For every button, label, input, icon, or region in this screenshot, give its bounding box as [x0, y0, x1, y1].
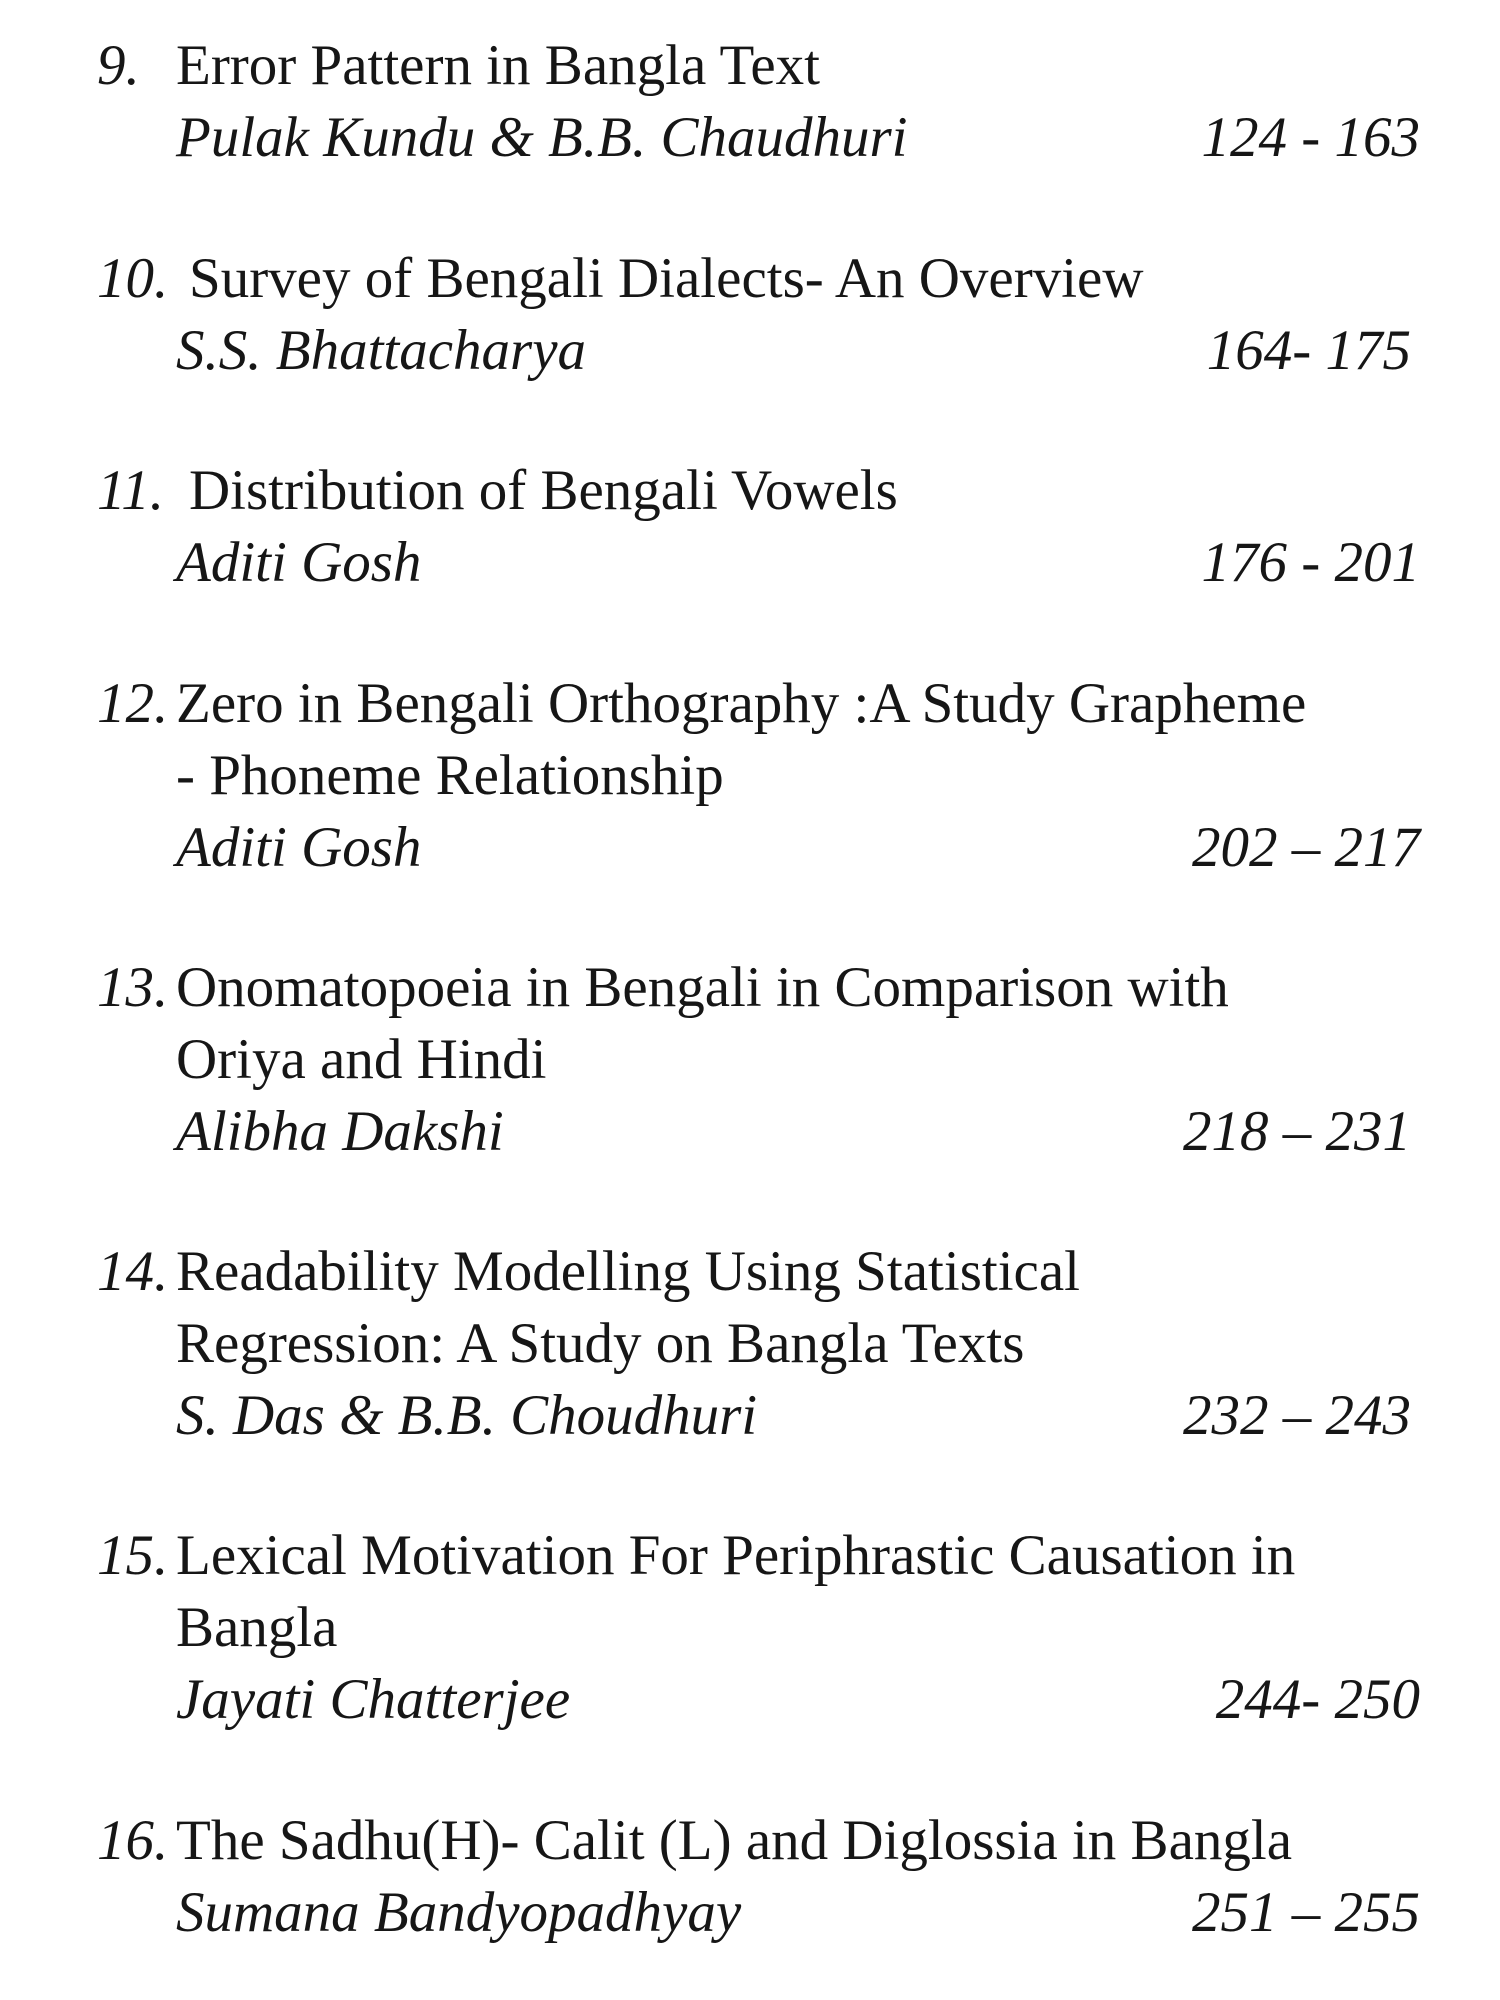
entry-title-continued: Regression: A Study on Bangla Texts — [176, 1312, 1025, 1375]
entry-title-continued: - Phoneme Relationship — [176, 744, 724, 807]
entry-title: Distribution of Bengali Vowels — [189, 459, 898, 522]
entry-title-line — [0, 455, 1500, 527]
entry-author-line — [0, 1877, 1500, 1949]
entry-pages: 176 - 201 — [1201, 531, 1420, 594]
entry-author: S. Das & B.B. Choudhuri — [176, 1384, 758, 1447]
entry-title-line — [0, 243, 1500, 315]
entry-author-line — [0, 1096, 1500, 1168]
entry-author-line — [0, 102, 1500, 174]
entry-title: Error Pattern in Bangla Text — [176, 34, 820, 97]
entry-number: 13. — [97, 956, 169, 1019]
entry-pages: 202 – 217 — [1192, 816, 1420, 879]
entry-title-line — [0, 952, 1500, 1024]
entry-title-line — [0, 1520, 1500, 1592]
entry-title-line — [0, 668, 1500, 740]
entry-number: 14. — [97, 1240, 169, 1303]
entry-author: Alibha Dakshi — [176, 1100, 504, 1163]
entry-author-line — [0, 1664, 1500, 1736]
entry-title-line — [0, 1592, 1500, 1664]
entry-author: Aditi Gosh — [176, 816, 422, 879]
entry-number: 11. — [97, 459, 165, 522]
entry-title-line — [0, 1805, 1500, 1877]
entry-title: Survey of Bengali Dialects- An Overview — [189, 247, 1144, 310]
entry-number: 9. — [97, 34, 140, 97]
entry-title-line — [0, 1024, 1500, 1096]
entry-author-line — [0, 812, 1500, 884]
entry-number: 16. — [97, 1809, 169, 1872]
entry-author: Jayati Chatterjee — [176, 1668, 571, 1731]
entry-author: Sumana Bandyopadhyay — [176, 1881, 742, 1944]
entry-title: Zero in Bengali Orthography :A Study Grapheme — [176, 672, 1307, 735]
entry-title: The Sadhu(H)- Calit (L) and Diglossia in Bangla — [176, 1809, 1293, 1872]
entry-author: Pulak Kundu & B.B. Chaudhuri — [176, 106, 908, 169]
entry-title-line — [0, 30, 1500, 102]
entry-number: 15. — [97, 1524, 169, 1587]
entry-author-line — [0, 1380, 1500, 1452]
entry-title-continued: Bangla — [176, 1596, 338, 1659]
entry-pages: 164- 175 — [1206, 319, 1411, 382]
entry-title-line — [0, 1236, 1500, 1308]
entry-author-line — [0, 527, 1500, 599]
entry-number: 12. — [97, 672, 169, 735]
entry-author: Aditi Gosh — [176, 531, 422, 594]
entry-title: Lexical Motivation For Periphrastic Causation in — [176, 1524, 1296, 1587]
entry-title: Onomatopoeia in Bengali in Comparison with — [176, 956, 1229, 1019]
entry-title: Readability Modelling Using Statistical — [176, 1240, 1080, 1303]
entry-pages: 232 – 243 — [1183, 1384, 1411, 1447]
entry-author-line — [0, 315, 1500, 387]
entry-pages: 244- 250 — [1215, 1668, 1420, 1731]
entry-pages: 251 – 255 — [1192, 1881, 1420, 1944]
entry-author: S.S. Bhattacharya — [176, 319, 587, 382]
entry-title-continued: Oriya and Hindi — [176, 1028, 547, 1091]
entry-pages: 124 - 163 — [1201, 106, 1420, 169]
entry-pages: 218 – 231 — [1183, 1100, 1411, 1163]
entry-title-line — [0, 740, 1500, 812]
entry-title-line — [0, 1308, 1500, 1380]
entry-number: 10. — [97, 247, 169, 310]
